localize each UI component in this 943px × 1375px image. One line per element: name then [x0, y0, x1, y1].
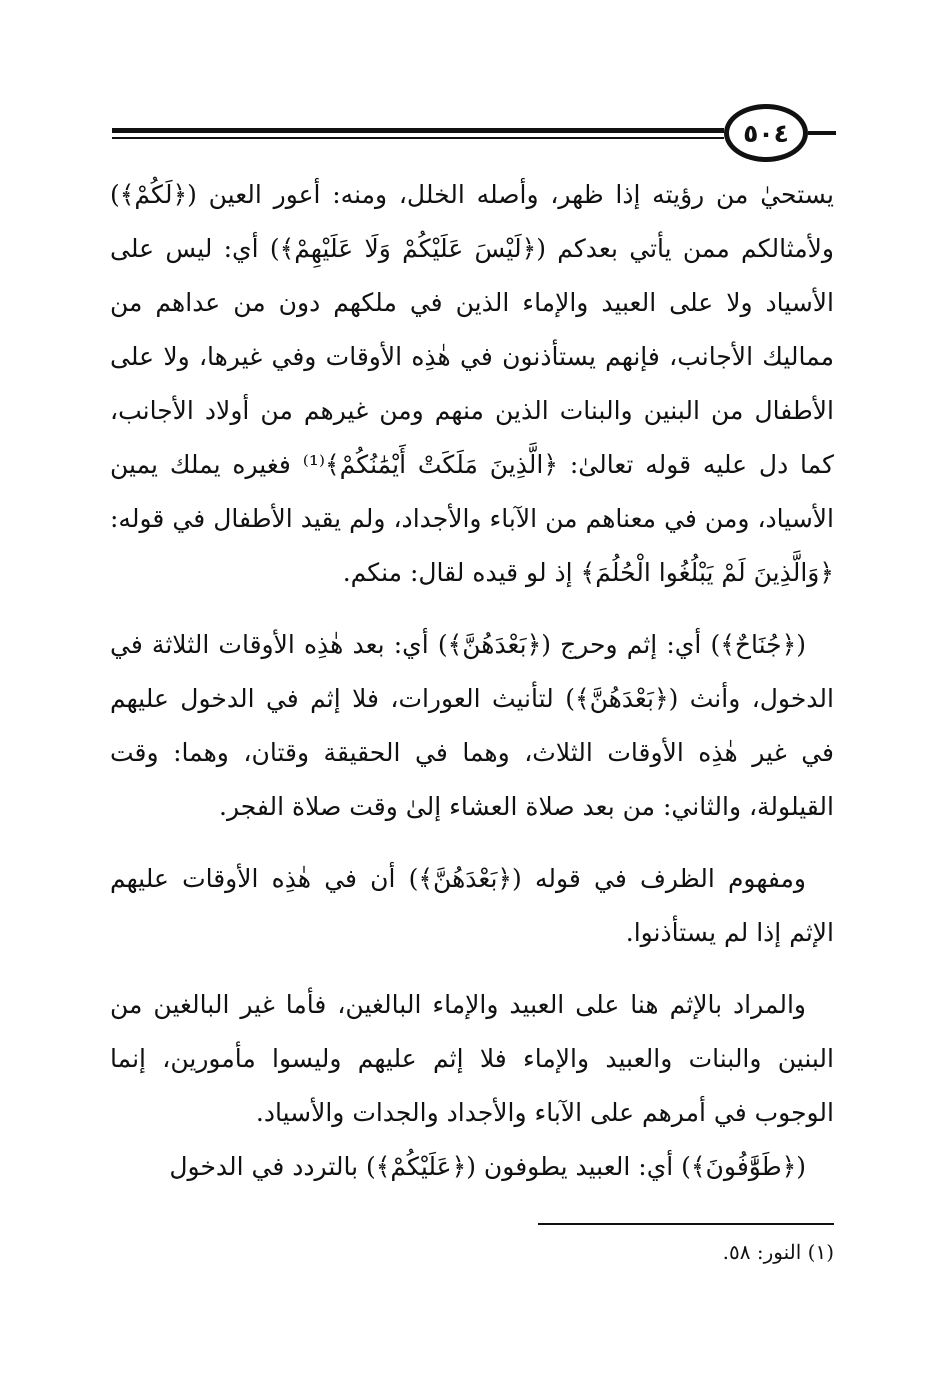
- page-body: [110, 168, 834, 1194]
- paragraph: (﴿طَوَّٰفُونَ﴾) أي: العبيد يطوفون (﴿عَلَيْكُمْ﴾) بالتردد في الدخول: [169, 1152, 806, 1181]
- header-rule-right: [808, 131, 836, 135]
- header-rule-thick: [112, 128, 724, 133]
- footnote-rule: [538, 1223, 834, 1225]
- header-rule-thin: [112, 137, 724, 139]
- paragraph: ومفهوم الظرف في قوله (﴿بَعْدَهُنَّ﴾) أن في هٰذِه الأوقات عليهم الإثم إذا لم يستأذنوا.: [110, 864, 834, 947]
- paragraph: والمراد بالإثم هنا على العبيد والإماء البالغين، فأما غير البالغين من البنين والبنات والعبيد والإماء فلا إثم عليهم وليسوا مأمورين، إنما الوجوب في أمرهم على الآباء والأجداد والجدات والأسياد.: [110, 990, 834, 1127]
- paragraph: (﴿جُنَاحٌ﴾) أي: إثم وحرج (﴿بَعْدَهُنَّ﴾) أي: بعد هٰذِه الأوقات الثلاثة في الدخول، وأنث (﴿بَعْدَهُنَّ﴾) لتأنيث العورات، فلا إثم في الدخول عليهم في غير هٰذِه الأوقات الثلاث، وهما في الحقيقة وقتان، وهما: وقت القيلولة، والثاني: من بعد صلاة العشاء إلىٰ وقت صلاة الفجر.: [110, 630, 834, 821]
- paragraph: يستحيٰ من رؤيته إذا ظهر، وأصله الخلل، ومنه: أعور العين (﴿لَكُمْ﴾) ولأمثالكم ممن يأتي بعدكم (﴿لَيْسَ عَلَيْكُمْ وَلَا عَلَيْهِمْ﴾) أي: ليس على الأسياد ولا على العبيد والإماء الذين في ملكهم دون من عداهم من مماليك الأجانب، فإنهم يستأذنون في هٰذِه الأوقات وفي غيرها، ولا على الأطفال من البنين والبنات الذين منهم ومن غيرهم من أولاد الأجانب، كما دل عليه قوله تعالىٰ: ﴿الَّذِينَ مَلَكَتْ أَيْمَٰنُكُمْ﴾⁽¹⁾ فغيره يملك يمين الأسياد، ومن في معناهم من الآباء والأجداد، ولم يقيد الأطفال في قوله: ﴿وَالَّذِينَ لَمْ يَبْلُغُوا الْحُلُمَ﴾ إذ لو قيده لقال: منكم.: [110, 180, 835, 587]
- footnote: (١) النور: ٥٨.: [722, 1240, 834, 1264]
- page-number: ٥٠٤: [724, 104, 808, 162]
